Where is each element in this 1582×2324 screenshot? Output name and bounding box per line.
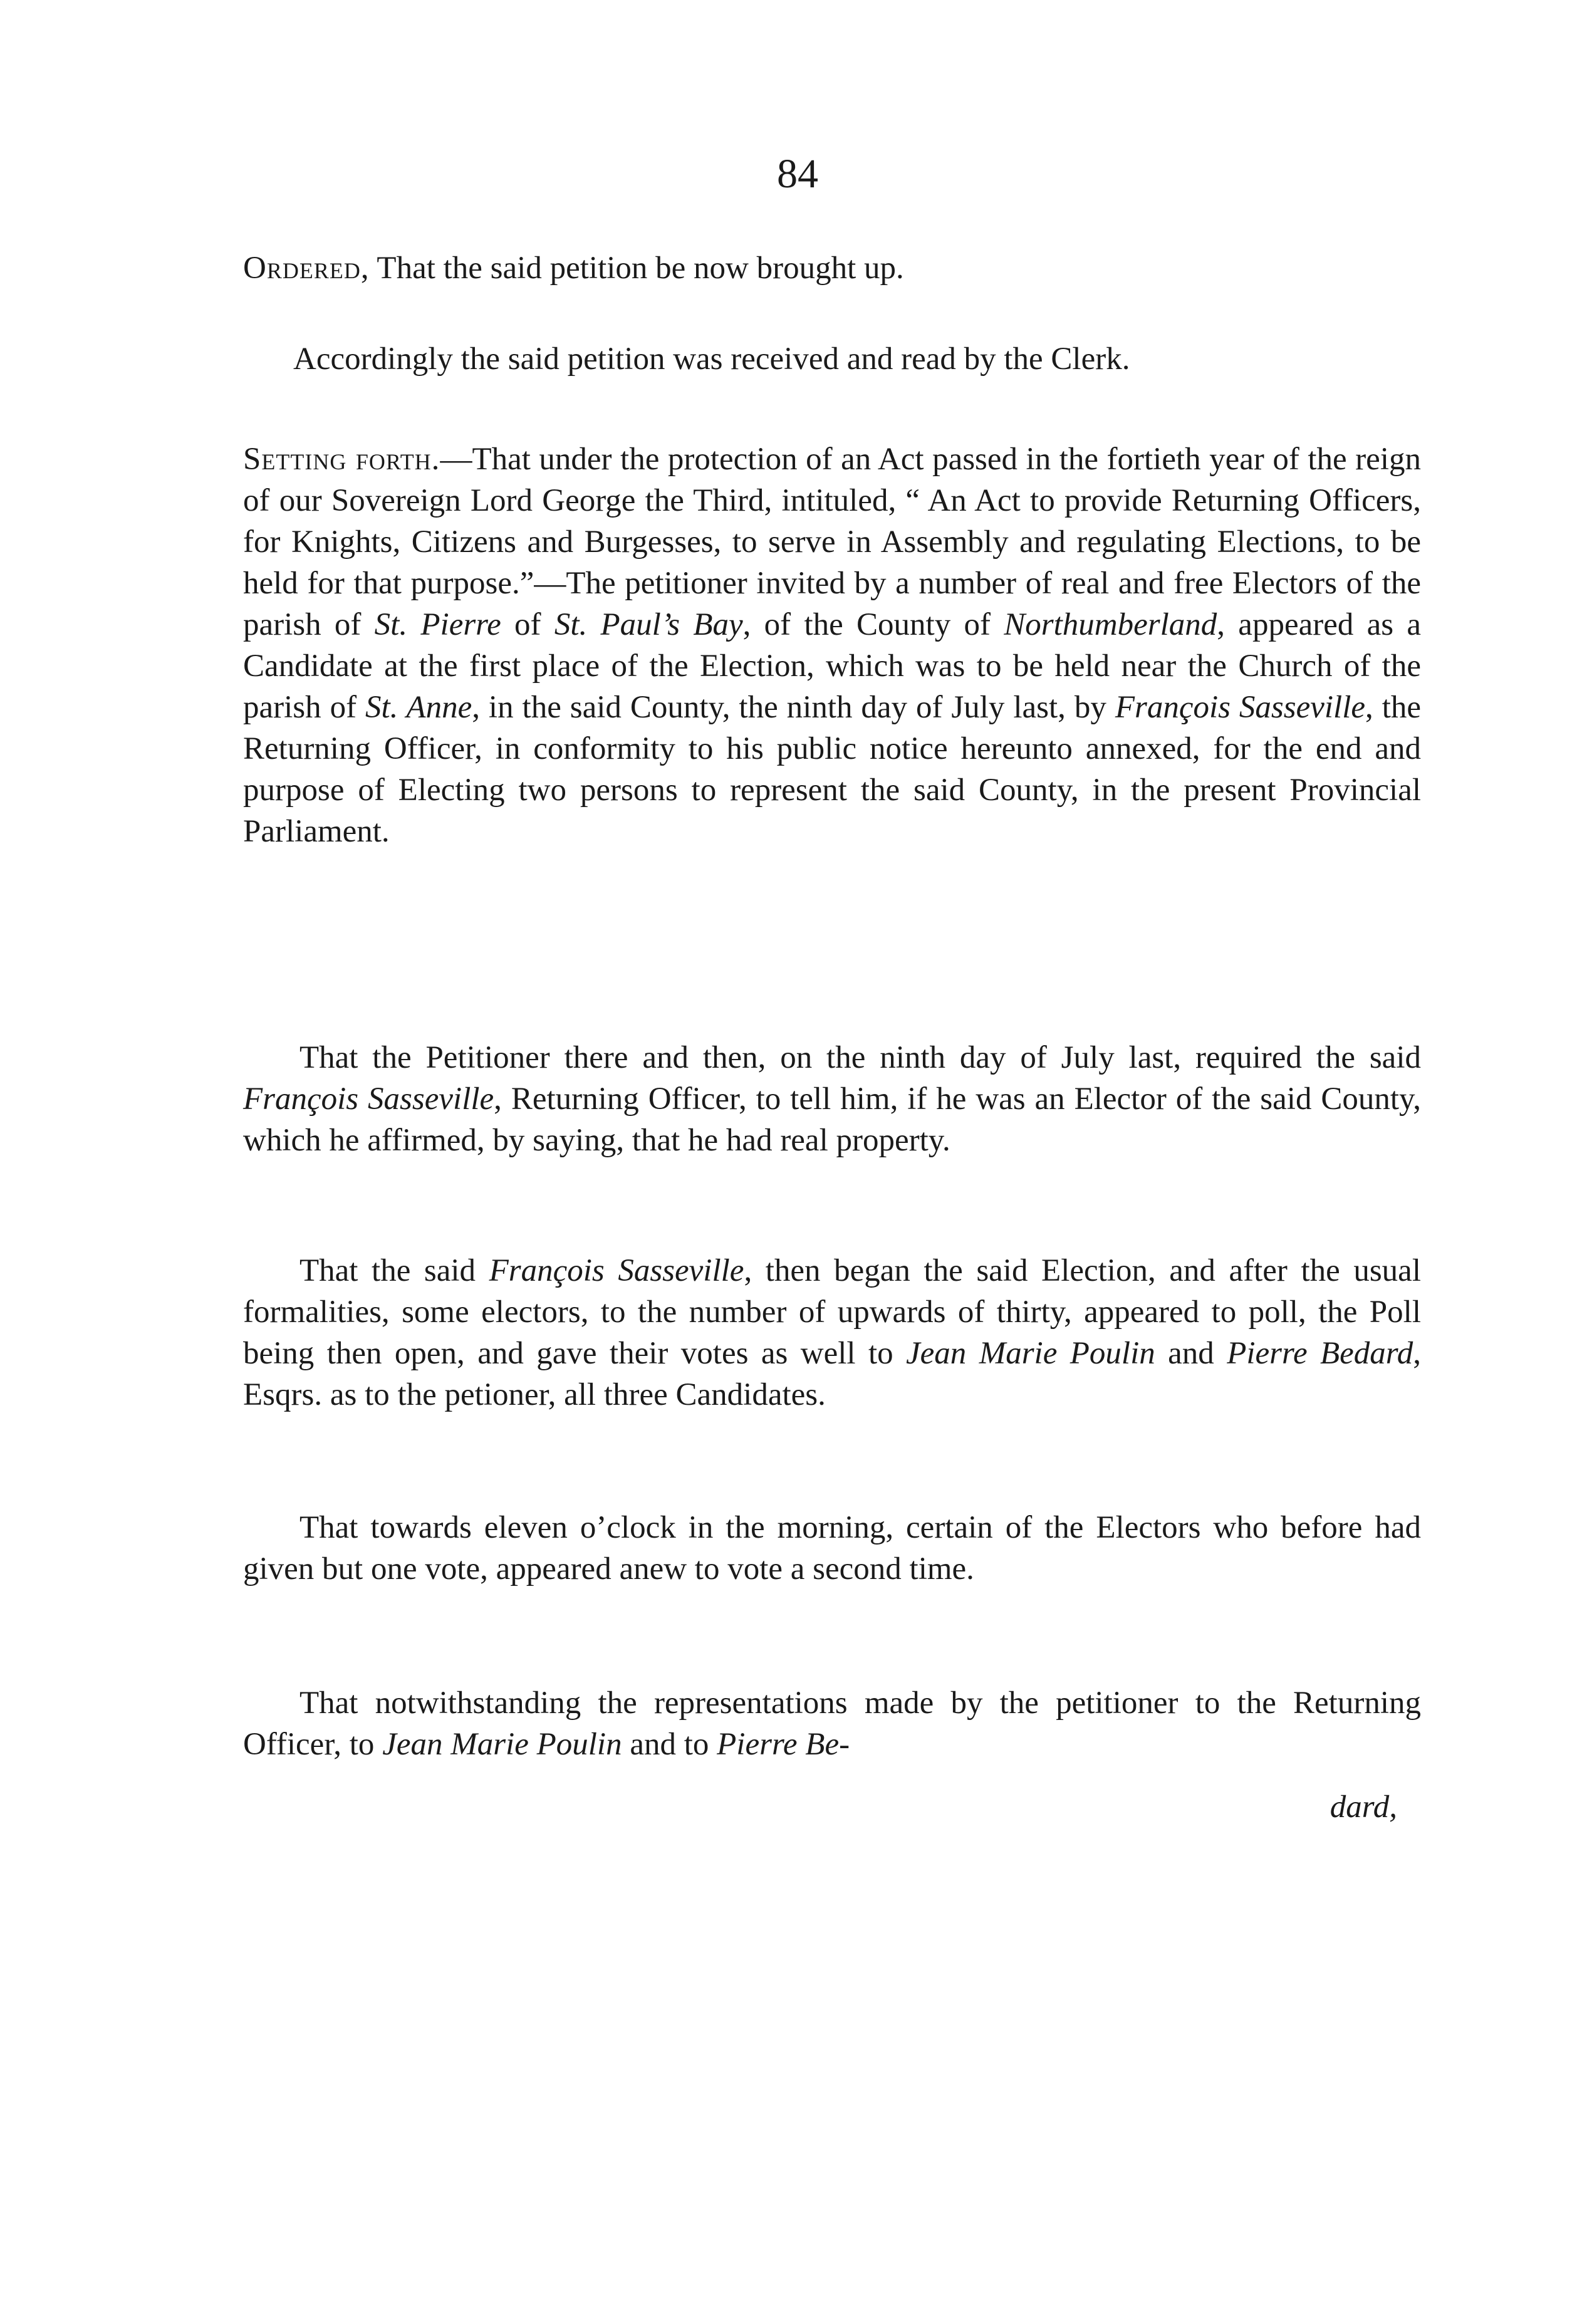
election-began-part1: That the said bbox=[299, 1253, 489, 1288]
setting-forth-part4: , appeared as a Candidate at the first place of the Election, which was to be held near the Church of the parish of bbox=[243, 607, 1422, 725]
petitioner-required-part2: , Returning Officer, to tell him, if he was an Elector of the said County, which he affirmed, by saying, that he had real property. bbox=[243, 1081, 1421, 1158]
accordingly-text: Accordingly the said petition was received and read by the Clerk. bbox=[293, 341, 1130, 377]
setting-forth-part1: —That under the protection of an Act passed in the fortieth year of the reign of our Sovereign Lord George the Third, intituled, “ An Act to provide Returning Officers, for Knights, Citizens and Burgesses, to serve in Assembly and regulating Elections, to be held for that purpose.”—The petitioner invited by a number of real and free Electors of the parish of bbox=[243, 442, 1421, 642]
paragraph-ordered bbox=[243, 248, 1421, 289]
candidate-bedard-start: Pierre Be- bbox=[717, 1727, 850, 1762]
paragraph-eleven-oclock bbox=[243, 1507, 1421, 1590]
setting-forth-part3: , of the County of bbox=[742, 607, 1004, 642]
catchword: dard, bbox=[1330, 1790, 1397, 1825]
setting-forth-lead: Setting forth. bbox=[243, 442, 440, 477]
returning-officer-name: François Sasseville bbox=[1115, 690, 1366, 725]
setting-forth-part6: , the Returning Officer, in conformity to his public notice hereunto annexed, for the end and purpose of Electing two persons to represent the said County, in the present Provincial Parliament. bbox=[243, 690, 1422, 849]
ordered-lead: Ordered, bbox=[243, 251, 370, 286]
parish-st-anne: St. Anne bbox=[365, 690, 472, 725]
place-st-pierre: St. Pierre bbox=[374, 607, 501, 642]
eleven-oclock-text: That towards eleven o’clock in the morning, certain of the Electors who before had given but one vote, appeared anew to vote a second time. bbox=[243, 1510, 1421, 1587]
notwithstanding-part1: That notwithstanding the representations made by the petitioner to the Returning Officer, to bbox=[243, 1686, 1421, 1762]
setting-forth-part5: , in the said County, the ninth day of July last, by bbox=[472, 690, 1115, 725]
place-st-pauls-bay: St. Paul’s Bay bbox=[554, 607, 743, 642]
candidate-bedard: Pierre Bedard bbox=[1227, 1336, 1413, 1371]
paragraph-accordingly bbox=[243, 338, 1421, 380]
paragraph-petitioner-required bbox=[243, 1037, 1421, 1161]
notwithstanding-part2: and to bbox=[622, 1727, 717, 1762]
page-number: 84 bbox=[777, 151, 818, 197]
petitioner-required-part1: That the Petitioner there and then, on the ninth day of July last, required the said bbox=[299, 1040, 1421, 1075]
paragraph-election-began bbox=[243, 1250, 1421, 1415]
paragraph-notwithstanding bbox=[243, 1682, 1421, 1765]
election-began-part4: , Esqrs. as to the petioner, all three Candidates. bbox=[243, 1336, 1421, 1412]
election-began-part2: , then began the said Election, and after the usual formalities, some electors, to the number of upwards of thirty, appeared to poll, the Poll being then open, and gave their votes as well to bbox=[243, 1253, 1421, 1371]
election-began-part3: and bbox=[1155, 1336, 1227, 1371]
county-name: Northumberland bbox=[1004, 607, 1217, 642]
returning-officer-name: François Sasseville bbox=[489, 1253, 744, 1288]
paragraph-setting-forth bbox=[243, 439, 1421, 852]
ordered-text: That the said petition be now brought up. bbox=[369, 251, 904, 286]
candidate-poulin: Jean Marie Poulin bbox=[382, 1727, 622, 1762]
returning-officer-name: François Sasseville bbox=[243, 1081, 494, 1117]
setting-forth-part2: of bbox=[501, 607, 554, 642]
candidate-poulin: Jean Marie Poulin bbox=[906, 1336, 1155, 1371]
